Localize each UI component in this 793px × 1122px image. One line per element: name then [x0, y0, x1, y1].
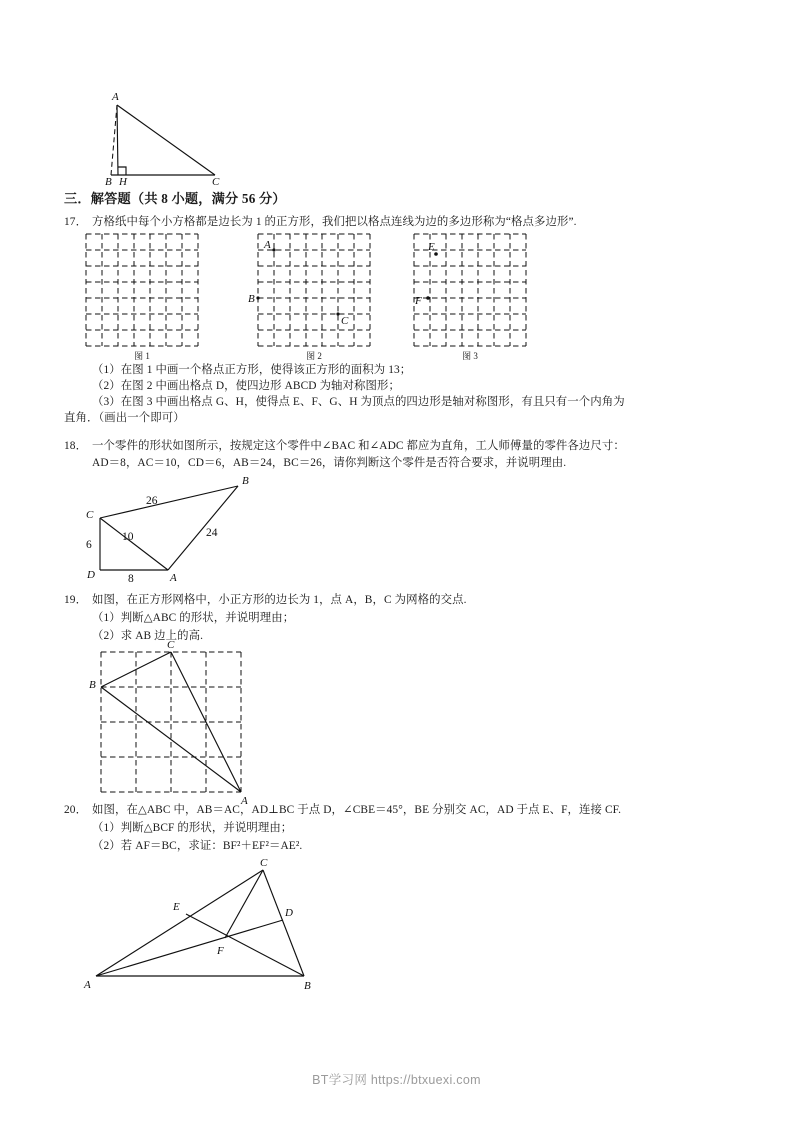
figure-top-label-A: A: [112, 91, 119, 103]
figure-19-label-B: B: [89, 679, 96, 691]
figure-17-grid-2: [248, 234, 370, 346]
question-20-number: 20．: [64, 804, 88, 816]
figure-top-label-B: B: [105, 176, 112, 188]
figure-17-point-A-dot: [272, 248, 275, 251]
question-19-part-1: （1）判断△ABC 的形状，并说明理由；: [92, 612, 295, 624]
figure-17-label-A: A: [264, 239, 271, 251]
figure-18-edge-CB: 26: [146, 495, 158, 507]
figure-20-label-A: A: [84, 979, 91, 991]
figure-20-label-F: F: [217, 945, 224, 957]
figure-19-label-C: C: [167, 639, 175, 651]
question-19-part-2: （2）求 AB 边上的高.: [92, 630, 204, 642]
figure-18-edge-DA: 8: [128, 573, 134, 585]
figure-17-grid-1: [86, 234, 198, 346]
figure-17-caption-3: 图 3: [462, 351, 478, 361]
figure-19-label-A: A: [241, 795, 248, 807]
figure-18-label-C: C: [86, 509, 94, 521]
figure-19-grid-triangle: [89, 639, 248, 807]
question-19-stem: 如图，在正方形网格中，小正方形的边长为 1，点 A，B，C 为网格的交点.: [92, 594, 467, 606]
question-20-part-1: （1）判断△BCF 的形状，并说明理由；: [92, 822, 293, 834]
figure-18-label-A: A: [170, 572, 177, 584]
figure-20-triangle: [84, 857, 328, 992]
figure-18-edge-CD: 6: [86, 539, 92, 551]
figure-17-point-C-dot: [336, 312, 339, 315]
figure-20-label-C: C: [260, 857, 268, 869]
figure-17-grid-3: [414, 234, 526, 346]
question-20-part-2: （2）若 AF＝BC，求证：BF²＋EF²＝AE².: [92, 840, 303, 852]
figure-17-caption-2: 图 2: [306, 351, 322, 361]
figure-18-label-B: B: [242, 475, 249, 487]
figure-20-label-D: D: [285, 907, 293, 919]
figure-17-label-E: E: [428, 241, 435, 253]
question-18-number: 18．: [64, 440, 88, 452]
question-20-stem: 如图，在△ABC 中，AB＝AC，AD⊥BC 于点 D，∠CBE＝45°，BE 分别交 AC，AD 于点 E、F，连接 CF.: [92, 804, 622, 816]
question-18-stem-line-2: AD＝8，AC＝10，CD＝6，AB＝24，BC＝26，请你判断这个零件是否符合要求，并说明理由.: [92, 457, 567, 469]
question-17-part-3-cont: 直角．（画出一个即可）: [64, 412, 185, 424]
question-17-stem: 方格纸中每个小方格都是边长为 1 的正方形，我们把以格点连线为边的多边形称为“格点多边形”.: [92, 216, 577, 228]
question-17-part-3: （3）在图 3 中画出格点 G、H，使得点 E、F、G、H 为顶点的四边形是轴对称图形，有且只有一个内角为: [92, 396, 625, 408]
section-heading: 三．解答题（共 8 小题，满分 56 分）: [64, 191, 286, 206]
figure-17-point-E-dot: [434, 252, 438, 256]
figure-17-point-F-dot: [426, 296, 430, 300]
grid-lines-19: [101, 652, 241, 792]
figure-20-label-B: B: [304, 980, 311, 992]
figure-17-caption-1: 图 1: [134, 351, 150, 361]
question-19-number: 19．: [64, 594, 88, 606]
figure-18-edge-CA: 10: [122, 531, 134, 543]
figure-17-label-C: C: [341, 315, 349, 327]
figure-18-label-D: D: [87, 569, 95, 581]
question-18-stem-line-1: 一个零件的形状如图所示，按规定这个零件中∠BAC 和∠ADC 都应为直角，工人师傅量的零件各边尺寸：: [92, 440, 625, 452]
figure-18-edge-AB: 24: [206, 527, 218, 539]
footer-watermark: BT学习网 https://btxuexi.com: [312, 1073, 481, 1087]
figure-17-label-B: B: [248, 293, 255, 305]
figure-17-point-B-dot: [256, 296, 259, 299]
figure-20-label-E: E: [173, 901, 180, 913]
question-17-part-2: （2）在图 2 中画出格点 D，使四边形 ABCD 为轴对称图形；: [92, 380, 401, 392]
grid-lines-1: [86, 234, 198, 346]
figure-18-quadrilateral: [78, 474, 268, 586]
figure-top-right-triangle: [95, 88, 245, 188]
question-17-part-1: （1）在图 1 中画一个格点正方形，使得该正方形的面积为 13；: [92, 364, 412, 376]
question-17-number: 17．: [64, 216, 88, 228]
figure-top-label-C: C: [212, 176, 220, 188]
figure-top-label-H: H: [119, 176, 127, 188]
figure-17-label-F: F: [415, 295, 422, 307]
